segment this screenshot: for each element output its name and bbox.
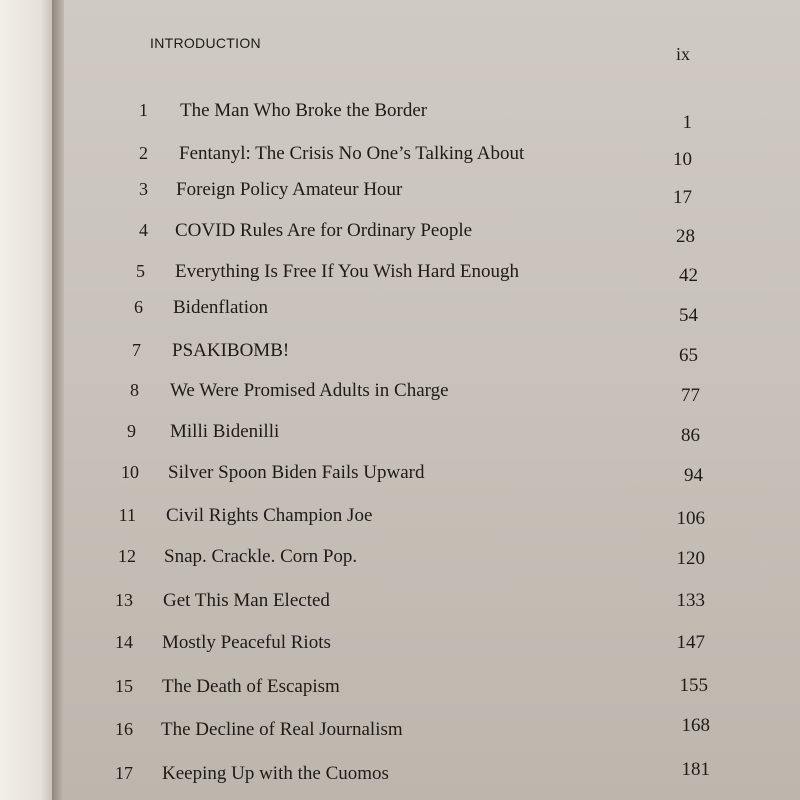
chapter-title: The Decline of Real Journalism [161, 719, 403, 740]
chapter-page-number: 181 [681, 759, 710, 780]
chapter-page-number: 54 [679, 305, 698, 326]
chapter-title: Civil Rights Champion Joe [166, 505, 373, 526]
chapter-page-number: 10 [673, 149, 692, 170]
chapter-title: Mostly Peaceful Riots [162, 632, 331, 653]
chapter-title: PSAKIBOMB! [172, 340, 290, 361]
chapter-title: Fentanyl: The Crisis No One’s Talking About [179, 143, 525, 164]
chapter-page-number: 17 [673, 187, 692, 208]
chapter-number: 1 [139, 100, 148, 120]
chapter-title: Snap. Crackle. Corn Pop. [164, 546, 358, 567]
chapter-number: 13 [115, 590, 133, 610]
chapter-number: 4 [139, 220, 148, 240]
chapter-number: 9 [127, 421, 136, 441]
chapter-title: We Were Promised Adults in Charge [170, 380, 449, 401]
chapter-page-number: 1 [682, 112, 692, 133]
chapter-page-number: 155 [679, 675, 708, 696]
chapter-number: 12 [118, 546, 136, 566]
chapter-title: Keeping Up with the Cuomos [162, 763, 389, 784]
chapter-title: The Man Who Broke the Border [180, 100, 428, 121]
chapter-page-number: 168 [681, 715, 710, 736]
chapter-title: The Death of Escapism [162, 676, 340, 697]
chapter-title: COVID Rules Are for Ordinary People [175, 220, 473, 241]
chapter-page-number: 65 [679, 345, 698, 366]
chapter-number: 16 [115, 719, 133, 739]
chapter-page-number: 94 [684, 465, 703, 486]
chapter-title: Bidenflation [173, 297, 268, 318]
chapter-number: 6 [134, 297, 143, 317]
introduction-page-number: ix [676, 44, 691, 64]
introduction-label: INTRODUCTION [150, 35, 261, 51]
chapter-number: 17 [115, 763, 133, 783]
chapter-page-number: 28 [676, 226, 695, 247]
chapter-number: 2 [139, 143, 148, 163]
chapter-page-number: 86 [681, 425, 700, 446]
chapter-number: 7 [132, 340, 141, 360]
chapter-number: 14 [115, 632, 133, 652]
chapter-title: Everything Is Free If You Wish Hard Enough [175, 261, 520, 282]
chapter-number: 11 [118, 505, 136, 525]
chapter-page-number: 133 [676, 590, 705, 611]
chapter-number: 15 [115, 676, 133, 696]
chapter-number: 8 [130, 380, 139, 400]
chapter-number: 5 [136, 261, 145, 281]
chapter-page-number: 106 [676, 508, 705, 529]
chapter-page-number: 120 [676, 548, 705, 569]
chapter-page-number: 77 [681, 385, 700, 406]
chapter-number: 10 [121, 462, 139, 482]
chapter-number: 3 [139, 179, 148, 199]
chapter-title: Foreign Policy Amateur Hour [176, 179, 403, 200]
chapter-title: Milli Bidenilli [170, 421, 280, 442]
chapter-page-number: 147 [676, 632, 705, 653]
chapter-title: Get This Man Elected [163, 590, 330, 611]
chapter-page-number: 42 [679, 265, 698, 286]
chapter-title: Silver Spoon Biden Fails Upward [168, 462, 425, 483]
